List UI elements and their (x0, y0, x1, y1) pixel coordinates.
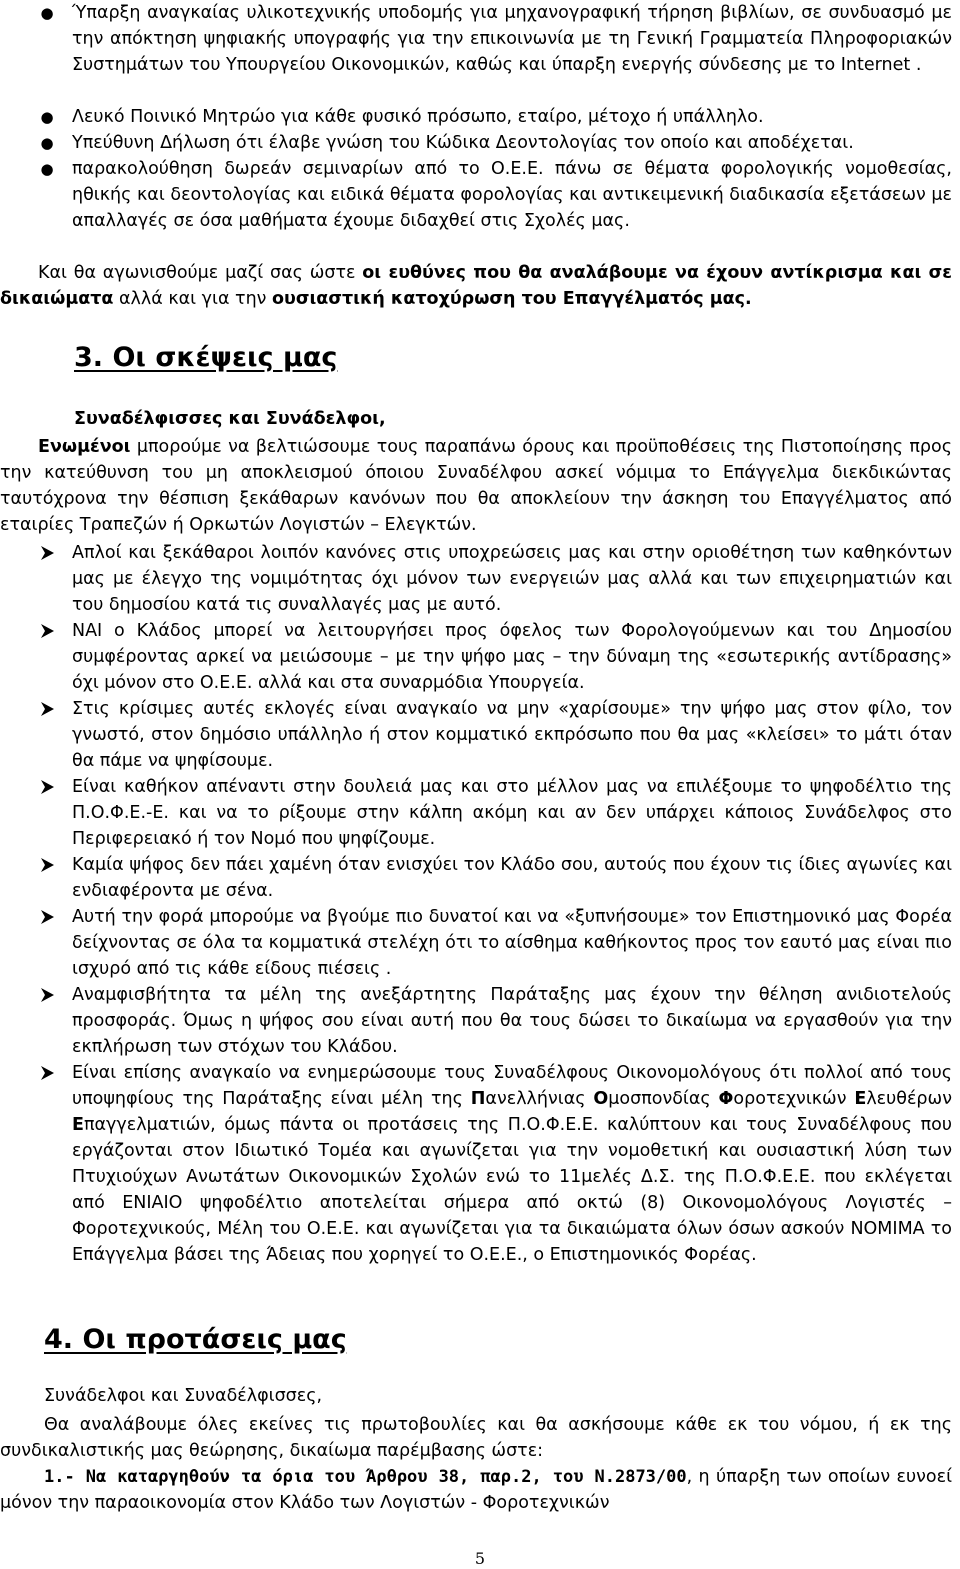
bold-letter: Ε (72, 1115, 84, 1135)
arrow-bullet-icon (37, 540, 59, 566)
section-4-greeting: Συνάδελφοι και Συναδέλφισσες, (44, 1386, 323, 1406)
list-item (0, 1060, 960, 1268)
list-item (0, 982, 960, 1060)
proposal-item-1 (0, 1464, 952, 1516)
bullet-icon: ● (40, 108, 54, 126)
bullet-icon: ● (40, 134, 54, 152)
list-item (0, 852, 960, 904)
bullet-icon: ● (40, 160, 54, 178)
list-item (0, 904, 960, 982)
list-item-text: Στις κρίσιμες αυτές εκλογές είναι αναγκαίο να μην «χαρίσουμε» την ψήφο μας στον φίλο, τον γνωστό, στον δημόσιο υπάλληλο ή στον κομματικό εκπρόσωπο που θα μας «κλείσει» το μάτι όταν θα πάμε να ψηφίσουμε. (72, 699, 952, 771)
list-item-text: Είναι καθήκον απέναντι στην δουλειά μας και στο μέλλον μας να επιλέξουμε το ψηφοδέλτιο της Π.Ο.Φ.Ε.-Ε. και να το ρίξουμε στην κάλπη ακόμη και αν δεν υπάρχει κάποιος Συνάδελφος στο Περιφερειακό ή τον Νομό που ψηφίζουμε. (72, 777, 952, 849)
requirements-list (0, 0, 960, 234)
bold-letter: Φ (718, 1089, 734, 1109)
list-item (0, 0, 960, 104)
list-item-text (72, 1063, 952, 1265)
bold-letter: Π (470, 1089, 486, 1109)
list-item (0, 774, 960, 852)
paragraph-text: μπορούμε να βελτιώσουμε τους παραπάνω όρους και προϋποθέσεις της Πιστοποίησης προς την κατεύθυνση του μη αποκλεισμού όποιου Συναδέλφου ασκεί νόμιμα το Επάγγελμα διεκδικώντας ταυτόχρονα την θέσπιση ξεκάθαρων κανόνων που θα αποκλείουν την άσκηση του Επαγγέλματος από εταιρίες Τραπεζών ή Ορκωτών Λογιστών – Ελεγκτών. (0, 437, 952, 535)
arrow-bullet-icon (37, 852, 59, 878)
list-item (0, 618, 960, 696)
list-item (0, 130, 960, 156)
paragraph-text: παγγελματιών, όμως πάντα οι προτάσεις της Π.Ο.Φ.Ε.Ε. καλύπτουν και τους Συναδέλφους που εργάζονται στον Ιδιωτικό Τομέα και αγωνίζεται για την νομοθετική και ουσιαστική λύση των Πτυχιούχων Ανωτάτων Οικονομικών Σχολών ενώ το 11μελές Δ.Σ. της Π.Ο.Φ.Ε.Ε. που εκλέγεται από ΕΝΙΑΙΟ ψηφοδέλτιο αποτελείται σήμερα από οκτώ (8) Οικονομολόγους Λογιστές – Φοροτεχνικούς, Μέλη του Ο.Ε.Ε. και αγωνίζεται για τα δικαιώματα όλων όσων ασκούν ΝΟΜΙΜΑ το Επάγγελμα βάσει της Άδειας που χορηγεί το Ο.Ε.Ε., ο Επιστημονικός Φορέας. (72, 1115, 952, 1265)
section-4-heading: 4. Οι προτάσεις μας (44, 1324, 347, 1355)
list-item-text: Λευκό Ποινικό Μητρώο για κάθε φυσικό πρόσωπο, εταίρο, μέτοχο ή υπάλληλο. (72, 107, 764, 127)
paragraph-text: λευθέρων (866, 1089, 952, 1109)
paragraph-text: Και θα αγωνισθούμε μαζί σας ώστε (38, 263, 363, 283)
section-3-heading: 3. Οι σκέψεις μας (74, 342, 338, 373)
arrow-bullet-icon (37, 904, 59, 930)
section-3-greeting: Συναδέλφισσες και Συνάδελφοι, (74, 409, 386, 429)
paragraph-text: , η ύπαρξη των οποίων ευνοεί μόνον την παραοικονομία στον Κλάδο των Λογιστών - Φοροτεχνικών (0, 1467, 952, 1513)
points-list (0, 540, 960, 1268)
arrow-bullet-icon (37, 982, 59, 1008)
paragraph-text: Είναι επίσης αναγκαίο να ενημερώσουμε τους Συναδέλφους Οικονομολόγους ότι πολλοί από τους υποψηφίους της Παράταξης είναι μέλη της (72, 1063, 952, 1109)
arrow-bullet-icon (37, 696, 59, 722)
bold-text: Ενωμένοι (38, 437, 131, 457)
list-item (0, 540, 960, 618)
list-item-text: Αυτή την φορά μπορούμε να βγούμε πιο δυνατοί και να «ξυπνήσουμε» τον Επιστημονικό μας Φορέα δείχνοντας σε όλα τα κομματικά στελέχη ότι το αίσθημα καθήκοντος προς τον εαυτό μας είναι πιο ισχυρό από τις κάθε είδους πιέσεις . (72, 907, 952, 979)
bold-letter: Ο (593, 1089, 609, 1109)
bold-letter: Ε (854, 1089, 867, 1109)
commitment-paragraph (0, 260, 952, 312)
paragraph-text: οροτεχνικών (733, 1089, 855, 1109)
paragraph-text: αλλά και για την (113, 289, 273, 309)
page-number: 5 (474, 1549, 486, 1568)
list-item-text: Απλοί και ξεκάθαροι λοιπόν κανόνες στις υποχρεώσεις μας και στην οριοθέτηση των καθηκόντων μας με έλεγχο της νομιμότητας όχι μόνον των ενεργειών μας αλλά και των επιχειρηματιών και του δημοσίου κατά τις συναλλαγές μας με αυτό. (72, 543, 952, 615)
arrow-bullet-icon (37, 774, 59, 800)
list-item-text: Υπεύθυνη Δήλωση ότι έλαβε γνώση του Κώδικα Δεοντολογίας τον οποίο και αποδέχεται. (72, 133, 854, 153)
list-item-text: Αναμφισβήτητα τα μέλη της ανεξάρτητης Παράταξης μας έχουν την θέληση ανιδιοτελούς προσφοράς. Όμως η ψήφος σου είναι αυτή που θα τους δώσει το δικαίωμα να εργασθούν για την εκπλήρωση των στόχων του Κλάδου. (72, 985, 952, 1057)
bullet-icon: ● (40, 4, 54, 22)
bold-text: οι ευθύνες που θα αναλάβουμε να έχουν αντίκρισμα και σε δικαιώματα (0, 263, 952, 309)
bold-text: 1.- Να καταργηθούν τα όρια του Άρθρου 38, παρ.2, του Ν.2873/00 (44, 1467, 687, 1487)
paragraph-text: ανελλήνιας (485, 1089, 594, 1109)
section-3-intro (0, 434, 952, 538)
list-item (0, 104, 960, 130)
section-4-intro: Θα αναλάβουμε όλες εκείνες τις πρωτοβουλίες και θα ασκήσουμε κάθε εκ του νόμου, ή εκ της συνδικαλιστικής μας θεώρησης, δικαίωμα παρέμβασης ώστε: (0, 1415, 952, 1461)
list-item-text: ΝΑΙ ο Κλάδος μπορεί να λειτουργήσει προς όφελος των Φορολογούμενων και του Δημοσίου συμφέροντας αρκεί να μειώσουμε – με την ψήφο μας – την δύναμη της «εσωτερικής αντίδρασης» όχι μόνον στο Ο.Ε.Ε. αλλά και στα συναρμόδια Υπουργεία. (72, 621, 952, 693)
arrow-bullet-icon (37, 1060, 59, 1086)
list-item-text: παρακολούθηση δωρεάν σεμιναρίων από το Ο.Ε.Ε. πάνω σε θέματα φορολογικής νομοθεσίας, ηθικής και δεοντολογίας και ειδικά θέματα φορολογίας και αντικειμενική διαδικασία εξετάσεων με απαλλαγές σε όσα μαθήματα έχουμε διδαχθεί στις Σχολές μας. (72, 159, 952, 231)
paragraph-text: μοσπονδίας (608, 1089, 719, 1109)
bold-text: ουσιαστική κατοχύρωση του Επαγγέλματός μας. (272, 289, 752, 309)
list-item (0, 156, 960, 234)
list-item (0, 696, 960, 774)
list-item-text: Καμία ψήφος δεν πάει χαμένη όταν ενισχύει τον Κλάδο σου, αυτούς που έχουν τις ίδιες αγωνίες και ενδιαφέροντα με σένα. (72, 855, 952, 901)
arrow-bullet-icon (37, 618, 59, 644)
list-item-text: Ύπαρξη αναγκαίας υλικοτεχνικής υποδομής για μηχανογραφική τήρηση βιβλίων, σε συνδυασμό με την απόκτηση ψηφιακής υπογραφής για την επικοινωνία με τη Γενική Γραμματεία Πληροφοριακών Συστημάτων του Υπουργείου Οικονομικών, καθώς και ύπαρξη ενεργής σύνδεσης με το Internet . (72, 3, 952, 75)
